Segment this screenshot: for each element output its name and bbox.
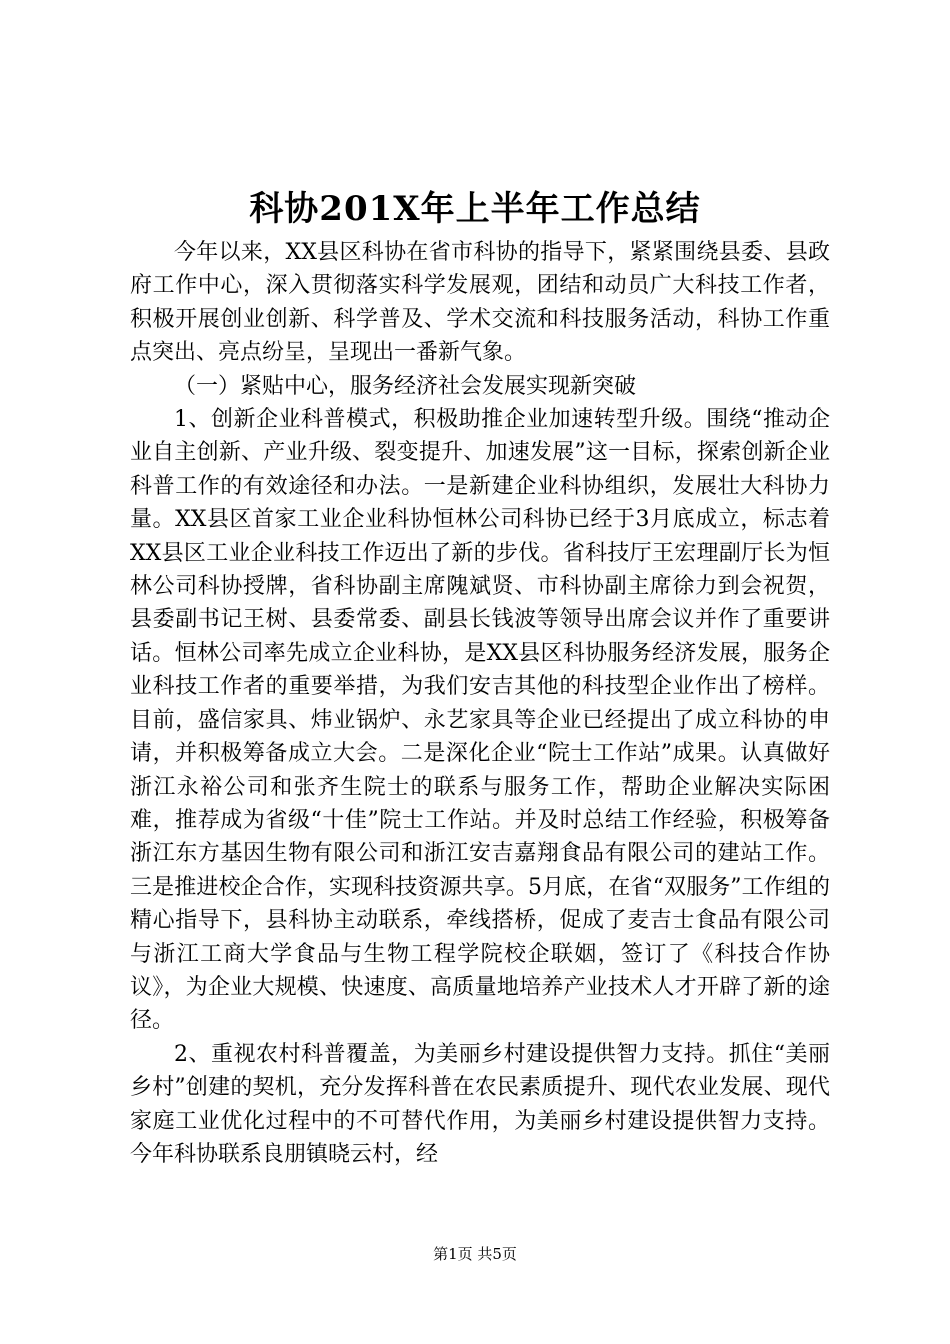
- document-title: 科协201X年上半年工作总结: [249, 189, 701, 229]
- body-paragraph: 1、创新企业科普模式，积极助推企业加速转型升级。围绕“推动企业自主创新、产业升级、裂变提升、加速发展”这一目标，探索创新企业科普工作的有效途径和办法。一是新建企业科协组织，发展壮大科协力量。XX县区首家工业企业科协恒林公司科协已经于3月底成立，标志着XX县区工业企业科技工作迈出了新的步伐。省科技厅王宏理副厅长为恒林公司科协授牌，省科协副主席隗斌贤、市科协副主席徐力到会祝贺，县委副书记王树、县委常委、副县长钱波等领导出席会议并作了重要讲话。恒林公司率先成立企业科协，是XX县区科协服务经济发展，服务企业科技工作者的重要举措，为我们安吉其他的科技型企业作出了榜样。目前，盛信家具、炜业锅炉、永艺家具等企业已经提出了成立科协的申请，并积极筹备成立大会。二是深化企业“院士工作站”成果。认真做好浙江永裕公司和张齐生院士的联系与服务工作，帮助企业解决实际困难，推荐成为省级“十佳”院士工作站。并及时总结工作经验，积极筹备浙江东方基因生物有限公司和浙江安吉嘉翔食品有限公司的建站工作。三是推进校企合作，实现科技资源共享。5月底，在省“双服务”工作组的精心指导下，县科协主动联系，牵线搭桥，促成了麦吉士食品有限公司与浙江工商大学食品与生物工程学院校企联姻，签订了《科技合作协议》，为企业大规模、快速度、高质量地培养产业技术人才开辟了新的途径。: [130, 407, 830, 1034]
- page-footer: 第1页 共5页: [433, 1245, 517, 1263]
- intro-paragraph: 今年以来，XX县区科协在省市科协的指导下，紧紧围绕县委、县政府工作中心，深入贯彻落实科学发展观，团结和动员广大科技工作者，积极开展创业创新、科学普及、学术交流和科技服务活动，科协工作重点突出、亮点纷呈，呈现出一番新气象。: [130, 240, 830, 366]
- document-body: [130, 236, 830, 1171]
- section-heading: （一）紧贴中心，服务经济社会发展实现新突破: [174, 373, 637, 399]
- body-paragraph: 2、重视农村科普覆盖，为美丽乡村建设提供智力支持。抓住“美丽乡村”创建的契机，充分发挥科普在农民素质提升、现代农业发展、现代家庭工业优化过程中的不可替代作用，为美丽乡村建设提供智力支持。今年科协联系良朋镇晓云村，经: [130, 1041, 830, 1167]
